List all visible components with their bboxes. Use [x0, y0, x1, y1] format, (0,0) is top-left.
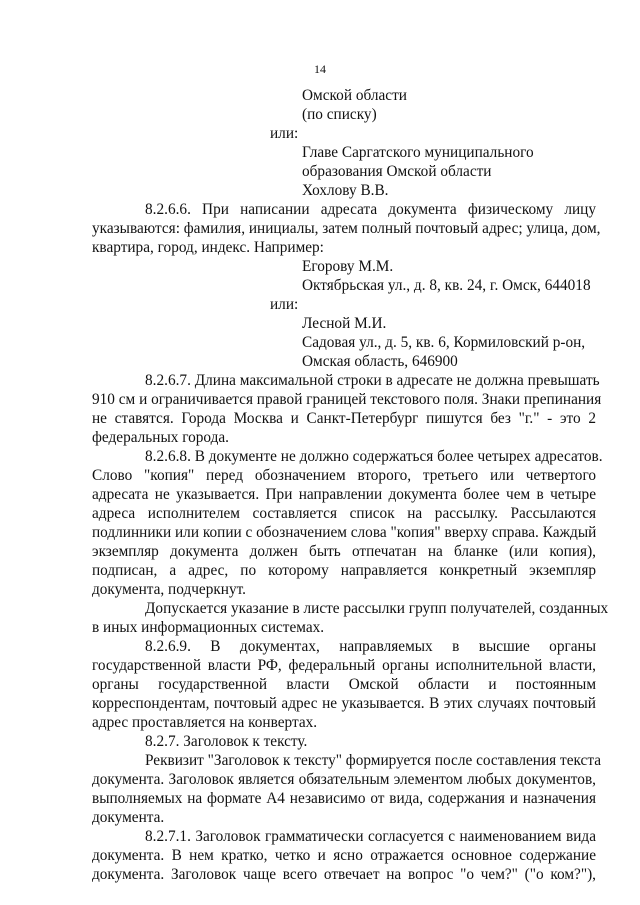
- paragraph-line: 8.2.6.6. При написании адресата документа физическому лицу: [145, 201, 596, 218]
- example-address-line: Омская область, 646900: [302, 353, 458, 370]
- example-address-line: Октябрьская ул., д. 8, кв. 24, г. Омск, 644018: [302, 277, 591, 294]
- paragraph-line: Слово "копия" перед обозначением второго, третьего или четвертого: [92, 467, 596, 484]
- paragraph-line: документа.: [92, 809, 165, 826]
- paragraph-line: документа. Заголовок является обязательным элементом любых документов,: [92, 771, 596, 788]
- paragraph-line: документа. Заголовок чаще всего отвечает на вопрос "о чем?" ("о ком?"),: [92, 866, 596, 883]
- paragraph-line: адрес проставляется на конвертах.: [92, 714, 318, 731]
- address-line: (по списку): [302, 106, 377, 123]
- example-address-line: Садовая ул., д. 5, кв. 6, Кормиловский р-он,: [302, 334, 586, 351]
- paragraph-line: 8.2.6.9. В документах, направляемых в высшие органы: [145, 638, 596, 655]
- paragraph-line: в иных информационных системах.: [92, 619, 325, 636]
- paragraph-line: документа. В нем кратко, четко и ясно отражается основное содержание: [92, 847, 596, 864]
- paragraph-line: федеральных города.: [92, 429, 229, 446]
- paragraph-line: адресата не указывается. При направлении документа более чем в четыре: [92, 486, 596, 503]
- paragraph-line: квартира, город, индекс. Например:: [92, 239, 324, 256]
- paragraph-line: государственной власти РФ, федеральный органы исполнительной власти,: [92, 657, 596, 674]
- paragraph-line: Допускается указание в листе рассылки групп получателей, созданных: [145, 600, 609, 617]
- or-label: или:: [270, 125, 299, 142]
- address-line: Хохлову В.В.: [302, 182, 389, 199]
- paragraph-line: адреса исполнителем составляется список на рассылку. Рассылаются: [92, 505, 596, 522]
- section-heading: 8.2.7. Заголовок к тексту.: [145, 733, 308, 750]
- or-label: или:: [270, 296, 299, 313]
- address-line: образования Омской области: [302, 163, 492, 180]
- address-line: Главе Саргатского муниципального: [302, 144, 534, 161]
- example-address-line: Егорову М.М.: [302, 258, 394, 275]
- paragraph-line: корреспондентам, почтовый адрес не указывается. В этих случаях почтовый: [92, 695, 596, 712]
- example-address-line: Лесной М.И.: [302, 315, 387, 332]
- paragraph-line: подлинники или копии с обозначением слова "копия" вверху справа. Каждый: [92, 524, 597, 541]
- address-line: Омской области: [302, 87, 407, 104]
- paragraph-line: не ставятся. Города Москва и Санкт-Петербург пишутся без "г." - это 2: [92, 410, 596, 427]
- paragraph-line: 8.2.7.1. Заголовок грамматически согласуется с наименованием вида: [145, 828, 596, 845]
- paragraph-line: Реквизит "Заголовок к тексту" формируется после составления текста: [145, 752, 602, 769]
- paragraph-line: 910 см и ограничивается правой границей текстового поля. Знаки препинания: [92, 391, 602, 408]
- paragraph-line: подписан, а адрес, по которому направляется конкретный экземпляр: [92, 562, 596, 579]
- paragraph-line: указываются: фамилия, инициалы, затем полный почтовый адрес; улица, дом,: [92, 220, 601, 237]
- paragraph-line: органы государственной власти Омской области и постоянным: [92, 676, 596, 693]
- paragraph-line: 8.2.6.8. В документе не должно содержаться более четырех адресатов.: [145, 448, 603, 465]
- paragraph-line: документа, подчеркнут.: [92, 581, 246, 598]
- page-number: 14: [314, 62, 326, 76]
- paragraph-line: выполняемых на формате А4 независимо от вида, содержания и назначения: [92, 790, 596, 807]
- paragraph-line: экземпляр документа должен быть отпечатан на бланке (или копия),: [92, 543, 596, 560]
- paragraph-line: 8.2.6.7. Длина максимальной строки в адресате не должна превышать: [145, 372, 600, 389]
